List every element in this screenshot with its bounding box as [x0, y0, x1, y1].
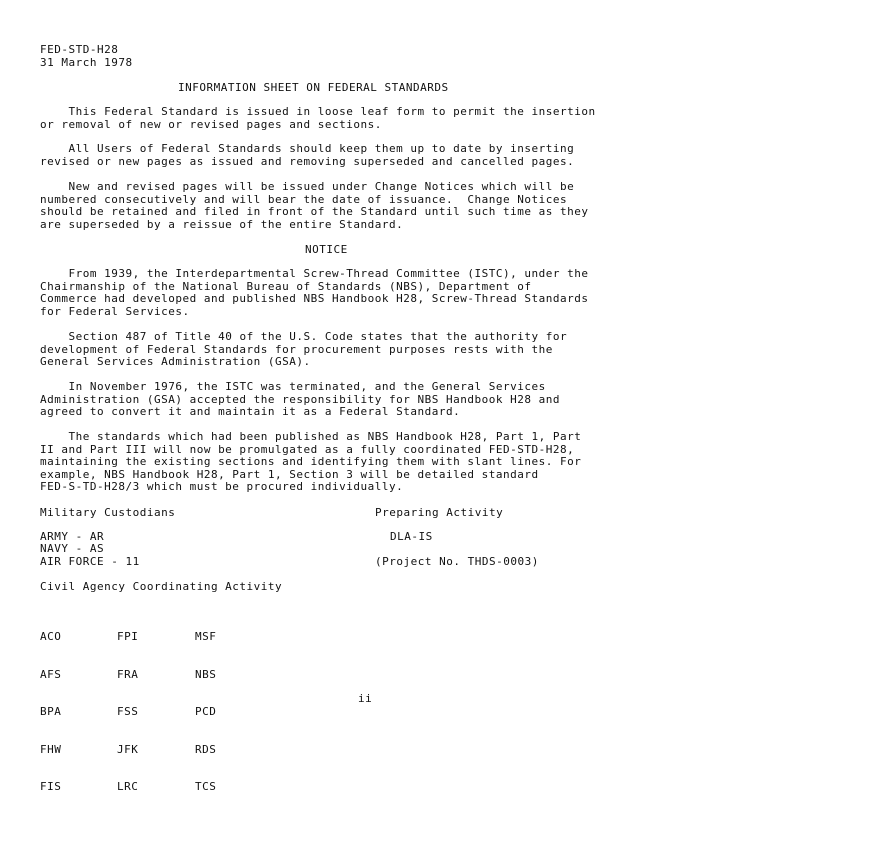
civil-col-3 [195, 606, 224, 819]
civil-agency-code: FSS [117, 705, 139, 718]
info-paragraph-1: This Federal Standard is issued in loose leaf form to permit the insertion or removal of new or revised pages and sections. [40, 105, 596, 131]
custodian-navy: NAVY - AS [40, 542, 105, 555]
notice-paragraph-2: Section 487 of Title 40 of the U.S. Code states that the authority for development of Federal Standards for procurement purposes rests with the General Services Administration (GSA). [40, 330, 568, 368]
custodian-army: ARMY - AR [40, 530, 105, 543]
civil-agency-code: FIS [40, 780, 62, 793]
info-paragraph-3: New and revised pages will be issued under Change Notices which will be numbered consecutively and will bear the date of issuance. Change Notices should be retained and filed in front of the Standard until such time as they are superseded by a reissue of the entire Standard. [40, 180, 589, 231]
project-number: (Project No. THDS-0003) [375, 555, 539, 568]
civil-agency-code: TCS [195, 780, 217, 793]
civil-agency-code: JFK [117, 742, 139, 756]
civil-agency-code: RDS [195, 742, 217, 756]
custodian-air-force: AIR FORCE - 11 [40, 555, 140, 568]
civil-col-1 [40, 606, 69, 819]
notice-paragraph-3: In November 1976, the ISTC was terminated, and the General Services Administration (GSA) accepted the responsibility for NBS Handbook H28 and agreed to convert it and maintain it as a Federal Standard. [40, 380, 560, 418]
civil-agency-code: FPI [117, 630, 139, 643]
civil-agency-code: BPA [40, 705, 62, 718]
civil-agency-code: LRC [117, 780, 139, 793]
notice-paragraph-4: The standards which had been published as NBS Handbook H28, Part 1, Part II and Part III will now be promulgated as a fully coordinated FED-STD-H28, maintaining the existing sections and identifying them with slant lines. For example, NBS Handbook H28, Part 1, Section 3 will be detailed standard FED-S-TD-H28/3 which must be procured individually. [40, 430, 582, 493]
civil-agency-code: FRA [117, 667, 139, 681]
info-paragraph-2: All Users of Federal Standards should keep them up to date by inserting revised or new pages as issued and removing superseded and cancelled pages. [40, 142, 575, 168]
civil-agency-code: FHW [40, 742, 62, 756]
civil-agency-code: AFS [40, 667, 62, 681]
page-number: ii [358, 692, 373, 705]
preparing-activity-label: Preparing Activity [375, 506, 504, 519]
doc-id: FED-STD-H28 [40, 43, 119, 56]
civil-agency-code: NBS [195, 667, 217, 681]
civil-agency-code: ACO [40, 630, 62, 643]
info-sheet-title: INFORMATION SHEET ON FEDERAL STANDARDS [178, 81, 449, 94]
military-custodians-label: Military Custodians [40, 506, 176, 519]
notice-paragraph-1: From 1939, the Interdepartmental Screw-Thread Committee (ISTC), under the Chairmanship of the National Bureau of Standards (NBS), Department of Commerce had developed and published NBS Handbook H28, Screw-Thread Standards for Federal Services. [40, 267, 589, 318]
civil-col-2 [117, 606, 146, 819]
notice-title: NOTICE [305, 243, 348, 256]
civil-agency-code: PCD [195, 705, 217, 718]
doc-date: 31 March 1978 [40, 56, 133, 69]
civil-agency-code: MSF [195, 630, 217, 643]
preparing-activity-value: DLA-IS [390, 530, 433, 543]
civil-agency-label: Civil Agency Coordinating Activity [40, 580, 283, 593]
